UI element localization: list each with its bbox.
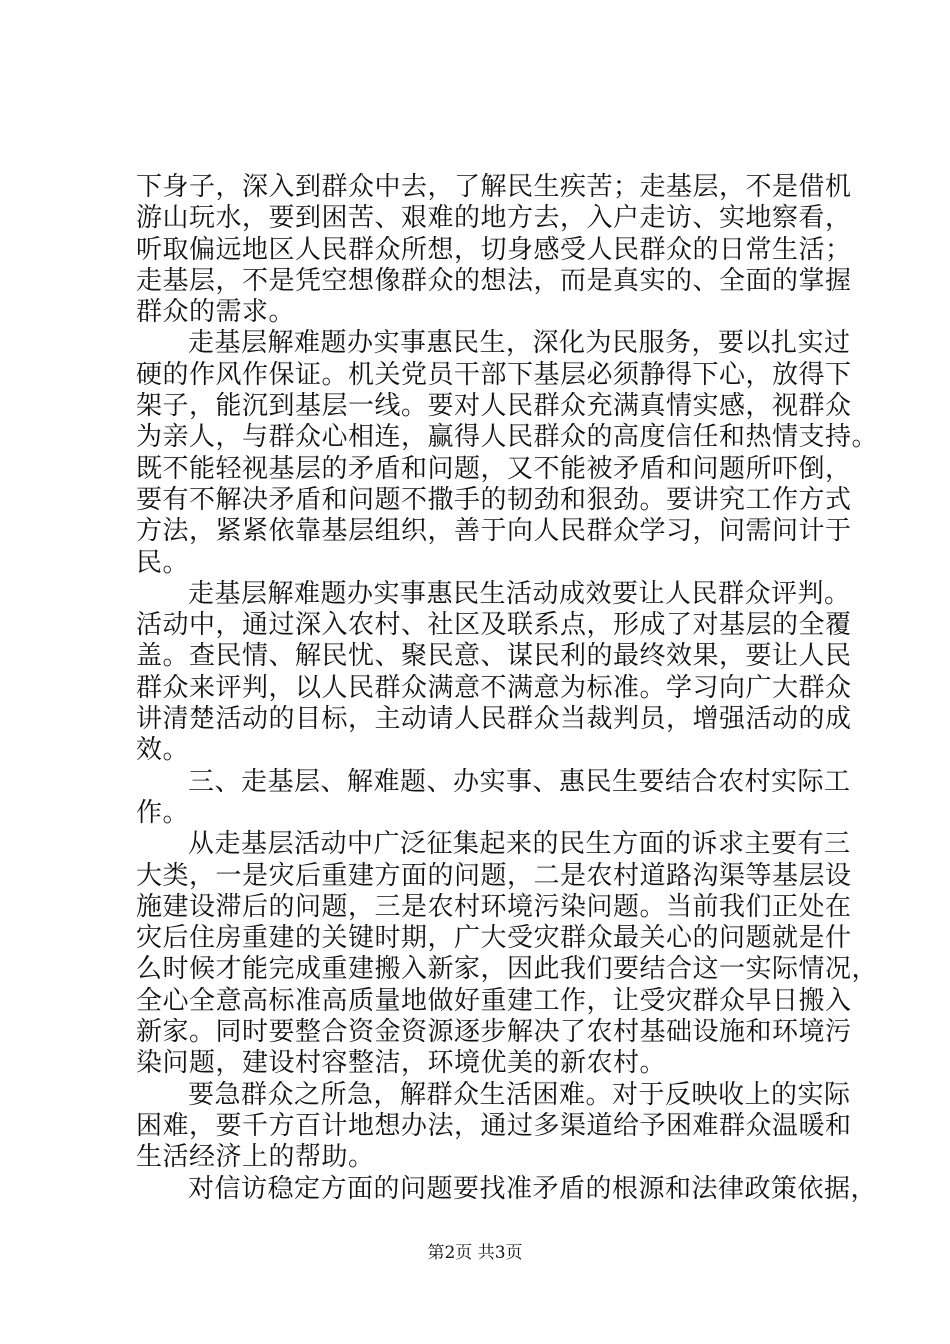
text-line: 染问题，建设村容整洁，环境优美的新农村。 (136, 1048, 667, 1079)
text-line: 作。 (136, 797, 190, 828)
text-line: 全心全意高标准高质量地做好重建工作，让受灾群众早日搬入 (136, 985, 852, 1016)
text-line: 要急群众之所急，解群众生活困难。对于反映收上的实际 (188, 1079, 851, 1110)
text-line: 么时候才能完成重建搬入新家，因此我们要结合这一实际情况， (136, 954, 879, 985)
text-line: 下身子，深入到群众中去，了解民生疾苦；走基层，不是借机 (136, 172, 852, 202)
text-line: 游山玩水，要到困苦、艰难的地方去，入户走访、实地察看， (136, 203, 852, 234)
text-line: 架子，能沉到基层一线。要对人民群众充满真情实感，视群众 (136, 391, 852, 422)
text-line: 困难，要千方百计地想办法，通过多渠道给予困难群众温暖和 (136, 1110, 852, 1141)
text-line: 盖。查民情、解民忧、聚民意、谋民利的最终效果，要让人民 (136, 641, 852, 672)
text-line: 要有不解决矛盾和问题不撒手的韧劲和狠劲。要讲究工作方式 (136, 484, 852, 515)
text-line: 群众的需求。 (136, 297, 296, 328)
page-footer: 第2页 共3页 (427, 1243, 523, 1263)
text-line: 施建设滞后的问题，三是农村环境污染问题。当前我们正处在 (136, 891, 852, 922)
text-line: 民。 (136, 547, 190, 578)
text-line: 群众来评判，以人民群众满意不满意为标准。学习向广大群众 (136, 672, 852, 703)
text-line: 活动中，通过深入农村、社区及联系点，形成了对基层的全覆 (136, 610, 852, 641)
text-line: 走基层解难题办实事惠民生活动成效要让人民群众评判。 (188, 578, 851, 609)
text-line: 方法，紧紧依靠基层组织，善于向人民群众学习，问需问计于 (136, 516, 852, 547)
text-line: 生活经济上的帮助。 (136, 1142, 375, 1173)
text-line: 讲清楚活动的目标，主动请人民群众当裁判员，增强活动的成 (136, 704, 852, 735)
text-line: 走基层，不是凭空想像群众的想法，而是真实的、全面的掌握 (136, 265, 852, 296)
text-line: 听取偏远地区人民群众所想，切身感受人民群众的日常生活； (136, 234, 852, 265)
text-line: 新家。同时要整合资金资源逐步解决了农村基础设施和环境污 (136, 1017, 852, 1048)
text-line: 从走基层活动中广泛征集起来的民生方面的诉求主要有三 (188, 829, 851, 860)
text-line: 对信访稳定方面的问题要找准矛盾的根源和法律政策依据， (188, 1173, 878, 1204)
text-line: 既不能轻视基层的矛盾和问题，又不能被矛盾和问题所吓倒， (136, 453, 852, 484)
text-line: 灾后住房重建的关键时期，广大受灾群众最关心的问题就是什 (136, 923, 852, 954)
text-line: 大类，一是灾后重建方面的问题，二是农村道路沟渠等基层设 (136, 860, 852, 891)
text-line: 为亲人，与群众心相连，赢得人民群众的高度信任和热情支持。 (136, 422, 879, 453)
text-line: 走基层解难题办实事惠民生，深化为民服务，要以扎实过 (188, 328, 851, 359)
text-line: 硬的作风作保证。机关党员干部下基层必须静得下心，放得下 (136, 359, 852, 390)
text-line: 三、走基层、解难题、办实事、惠民生要结合农村实际工 (188, 766, 851, 797)
document-body (136, 172, 879, 1205)
text-line: 效。 (136, 735, 190, 766)
